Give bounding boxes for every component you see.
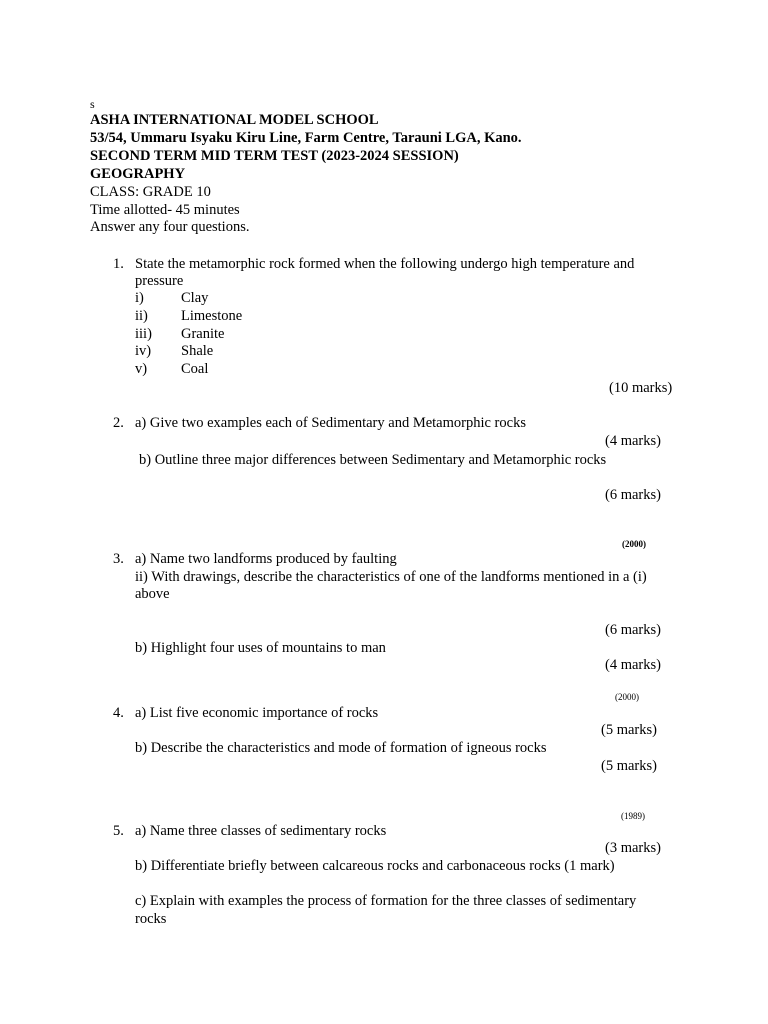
- q3-part-a2-line1: ii) With drawings, describe the characteristics of one of the landforms mentioned in a (i): [135, 569, 647, 585]
- q4-number: 4.: [113, 705, 124, 721]
- q1-item-text: Limestone: [181, 308, 243, 324]
- q4-part-b: b) Describe the characteristics and mode of formation of igneous rocks: [135, 740, 547, 756]
- q2-number: 2.: [113, 415, 124, 431]
- q1-item-num: v): [135, 361, 148, 377]
- q1-item-num: iv): [135, 343, 152, 359]
- q1-number: 1.: [113, 256, 124, 272]
- q5-part-a: a) Name three classes of sedimentary rocks: [135, 823, 387, 839]
- q3-part-a: a) Name two landforms produced by faulting: [135, 551, 397, 567]
- q1-item-num: iii): [135, 326, 152, 342]
- test-title: SECOND TERM MID TERM TEST (2023-2024 SESSION): [90, 148, 459, 164]
- q3-part-b-marks: (4 marks): [605, 657, 661, 673]
- q1-item-num: i): [135, 290, 144, 306]
- q2-part-a: a) Give two examples each of Sedimentary and Metamorphic rocks: [135, 415, 526, 431]
- q2-part-b-marks: (6 marks): [605, 487, 661, 503]
- q5-part-a-marks: (3 marks): [605, 840, 661, 856]
- class-label: CLASS: GRADE 10: [90, 184, 211, 200]
- q3-part-b: b) Highlight four uses of mountains to man: [135, 640, 386, 656]
- q2-part-a-marks: (4 marks): [605, 433, 661, 449]
- q3-part-a-marks: (6 marks): [605, 622, 661, 638]
- q1-item-num: ii): [135, 308, 148, 324]
- time-allotted: Time allotted- 45 minutes: [90, 202, 240, 218]
- q5-part-c-line2: rocks: [135, 911, 167, 927]
- q5-year: (1989): [621, 811, 645, 821]
- instruction: Answer any four questions.: [90, 219, 250, 235]
- q4-part-b-marks: (5 marks): [601, 758, 657, 774]
- q4-part-a: a) List five economic importance of rocks: [135, 705, 379, 721]
- school-name: ASHA INTERNATIONAL MODEL SCHOOL: [90, 112, 379, 128]
- q5-number: 5.: [113, 823, 124, 839]
- stray-mark: s: [90, 97, 95, 111]
- q3-part-a2-line2: above: [135, 586, 170, 602]
- q1-item-text: Shale: [181, 343, 214, 359]
- q1-text-line1: State the metamorphic rock formed when the following undergo high temperature and: [135, 256, 635, 272]
- q5-part-b: b) Differentiate briefly between calcareous rocks and carbonaceous rocks (1 mark): [135, 858, 615, 874]
- q1-item-text: Clay: [181, 290, 209, 306]
- q2-part-b: b) Outline three major differences between Sedimentary and Metamorphic rocks: [139, 452, 607, 468]
- q1-text-line2: pressure: [135, 273, 184, 289]
- q1-item-text: Coal: [181, 361, 209, 377]
- q4-year: (2000): [615, 692, 639, 702]
- q4-part-a-marks: (5 marks): [601, 722, 657, 738]
- school-address: 53/54, Ummaru Isyaku Kiru Line, Farm Centre, Tarauni LGA, Kano.: [90, 130, 522, 146]
- subject-title: GEOGRAPHY: [90, 166, 186, 182]
- q1-marks: (10 marks): [609, 380, 673, 396]
- q5-part-c-line1: c) Explain with examples the process of formation for the three classes of sedimentary: [135, 893, 637, 909]
- q3-year: (2000): [622, 539, 646, 549]
- q3-number: 3.: [113, 551, 124, 567]
- q1-item-text: Granite: [181, 326, 225, 342]
